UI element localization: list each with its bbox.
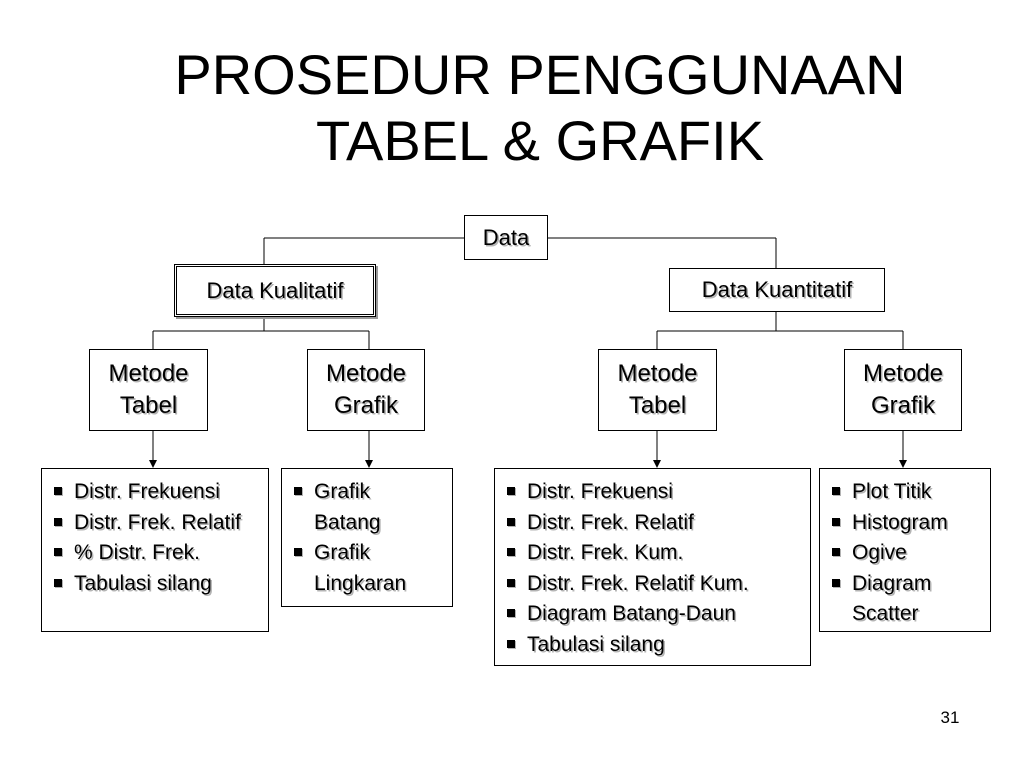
qual-graph-items-list — [288, 477, 444, 599]
quant-table-method-line-1: Metode — [617, 360, 698, 387]
list-item: Grafik Batang — [288, 477, 444, 538]
page-number: 31 — [940, 708, 960, 727]
qual-table-method-line-1: Metode — [108, 360, 189, 387]
title-line-1: PROSEDUR PENGGUNAAN — [174, 43, 906, 106]
quant-table-method-box — [598, 349, 717, 431]
list-item: Ogive — [826, 538, 982, 569]
quant-graph-method-box — [844, 349, 962, 431]
list-item: Distr. Frekuensi — [501, 477, 802, 508]
qualitative-data-label: Data Kualitatif — [206, 277, 344, 303]
qual-table-method-line-2: Tabel — [119, 392, 178, 419]
qual-graph-method-box — [307, 349, 425, 431]
quantitative-data-box — [669, 268, 885, 312]
list-item: Plot Titik — [826, 477, 982, 508]
data-root-label: Data — [482, 224, 530, 250]
quant-graph-method-line-1: Metode — [862, 360, 944, 387]
list-item: Histogram — [826, 508, 982, 539]
quantitative-data-label: Data Kuantitatif — [701, 277, 853, 302]
quant-table-items-box — [494, 468, 811, 666]
qualitative-data-box — [174, 264, 376, 317]
quant-graph-method-line-2: Grafik — [870, 392, 935, 419]
list-item: Tabulasi silang — [48, 569, 260, 600]
qual-table-items-box — [41, 468, 269, 632]
qual-graph-method-line-2: Grafik — [333, 392, 398, 419]
qual-graph-items-box — [281, 468, 453, 607]
list-item: Tabulasi silang — [501, 630, 802, 661]
list-item: Distr. Frek. Relatif — [48, 508, 260, 539]
qual-table-items-list — [48, 477, 260, 599]
list-item: Distr. Frek. Relatif Kum. — [501, 569, 802, 600]
list-item: Diagram Batang-Daun — [501, 599, 802, 630]
list-item: Distr. Frek. Relatif — [501, 508, 802, 539]
list-item: Distr. Frek. Kum. — [501, 538, 802, 569]
quant-table-method-line-2: Tabel — [628, 392, 687, 419]
list-item: Grafik Lingkaran — [288, 538, 444, 599]
quant-table-items-list — [501, 477, 802, 660]
list-item: Distr. Frekuensi — [48, 477, 260, 508]
list-item: % Distr. Frek. — [48, 538, 260, 569]
data-root-box — [464, 215, 548, 260]
title-line-2: TABEL & GRAFIK — [315, 109, 765, 172]
quant-graph-items-box — [819, 468, 991, 632]
qual-table-method-box — [89, 349, 208, 431]
qual-graph-method-line-1: Metode — [325, 360, 407, 387]
list-item: Diagram Scatter — [826, 569, 982, 630]
quant-graph-items-list — [826, 477, 982, 630]
